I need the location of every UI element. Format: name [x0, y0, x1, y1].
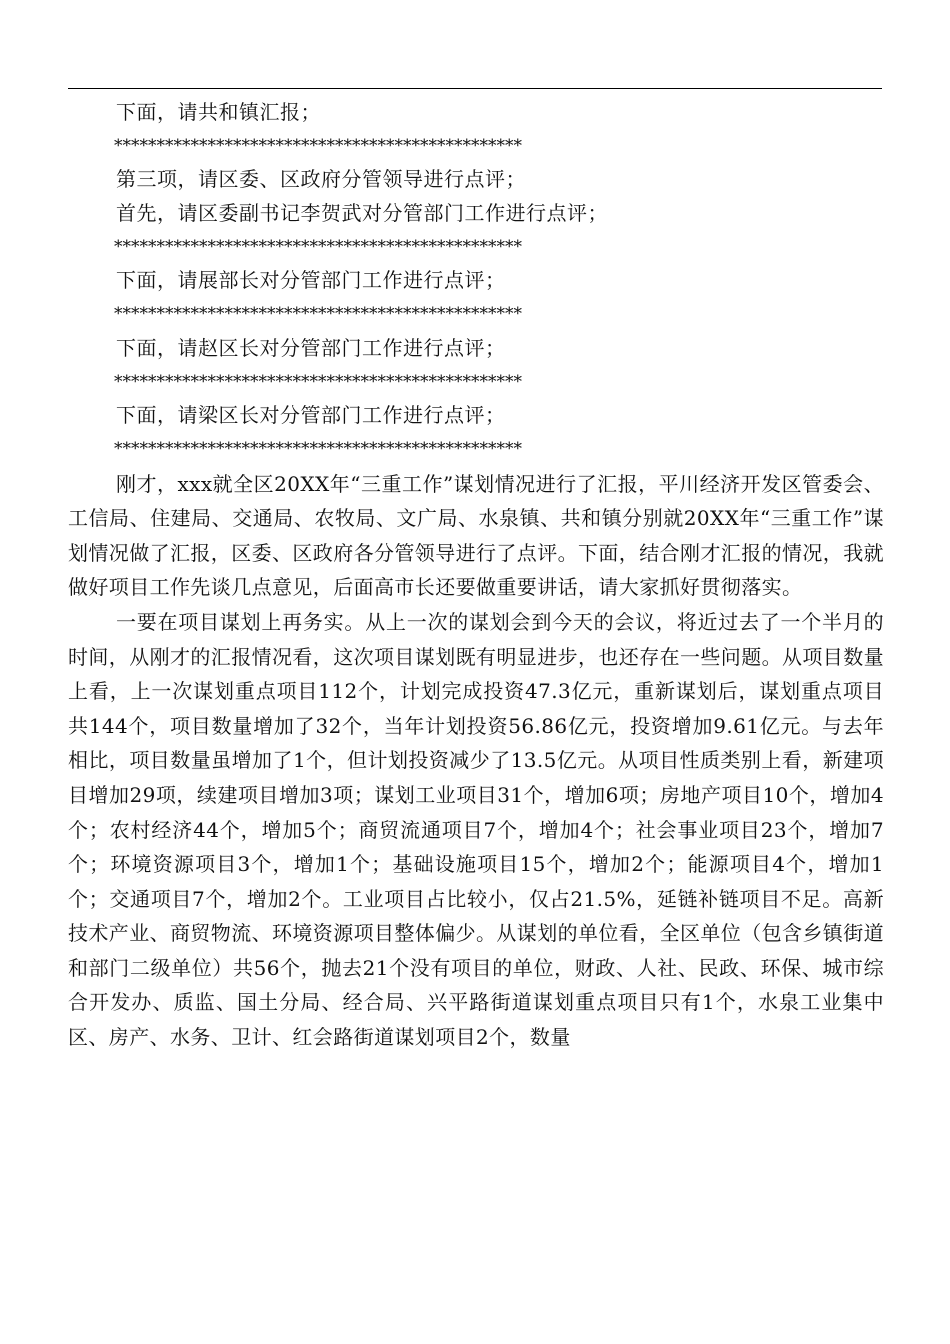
separator-stars: ************************************************ — [114, 304, 522, 325]
separator-stars: ************************************************ — [114, 236, 522, 257]
body-paragraph: 一要在项目谋划上再务实。从上一次的谋划会到今天的会议，将近过去了一个半月的时间，从刚才的汇报情况看，这次项目谋划既有明显进步，也还存在一些问题。从项目数量上看，上一次谋划重点项目112个，计划完成投资47.3亿元，重新谋划后，谋划重点项目共144个，项目数量增加了32个，当年计划投资56.86亿元，投资增加9.61亿元。与去年相比，项目数量虽增加了1个，但计划投资减少了13.5亿元。从项目性质类别上看，新建项目增加29项，续建项目增加3项；谋划工业项目31个，增加6项；房地产项目10个，增加4个；农村经济44个，增加5个；商贸流通项目7个，增加4个；社会事业项目23个，增加7个；环境资源项目3个，增加1个；基础设施项目15个，增加2个；能源项目4个，增加1个；交通项目7个，增加2个。工业项目占比较小，仅占21.5%，延链补链项目不足。高新技术产业、商贸物流、环境资源项目整体偏少。从谋划的单位看，全区单位（包含乡镇街道和部门二级单位）共56个，抛去21个没有项目的单位，财政、人社、民政、环保、城市综合开发办、质监、国土分局、经合局、兴平路街道谋划重点项目只有1个，水泉工业集中区、房产、水务、卫计、红会路街道谋划项目2个，数量 — [68, 609, 884, 1050]
document-body — [68, 96, 884, 1055]
agenda-line: 下面，请展部长对分管部门工作进行点评； — [116, 268, 506, 293]
agenda-line: 第三项，请区委、区政府分管领导进行点评； — [116, 167, 526, 192]
separator-stars: ************************************************ — [114, 135, 522, 156]
body-paragraph: 刚才，xxx就全区20XX年“三重工作”谋划情况进行了汇报，平川经济开发区管委会、工信局、住建局、交通局、农牧局、文广局、水泉镇、共和镇分别就20XX年“三重工作”谋划情况做了汇报，区委、区政府各分管领导进行了点评。下面，结合刚才汇报的情况，我就做好项目工作先谈几点意见，后面高市长还要做重要讲话，请大家抓好贯彻落实。 — [68, 471, 884, 600]
agenda-line: 下面，请梁区长对分管部门工作进行点评； — [116, 403, 506, 428]
agenda-line: 首先，请区委副书记李贺武对分管部门工作进行点评； — [116, 201, 608, 226]
separator-stars: ************************************************ — [114, 438, 522, 459]
agenda-line: 下面，请共和镇汇报； — [116, 100, 321, 124]
separator-stars: ************************************************ — [114, 371, 522, 392]
agenda-line: 下面，请赵区长对分管部门工作进行点评； — [116, 335, 506, 360]
header-rule — [68, 88, 882, 89]
